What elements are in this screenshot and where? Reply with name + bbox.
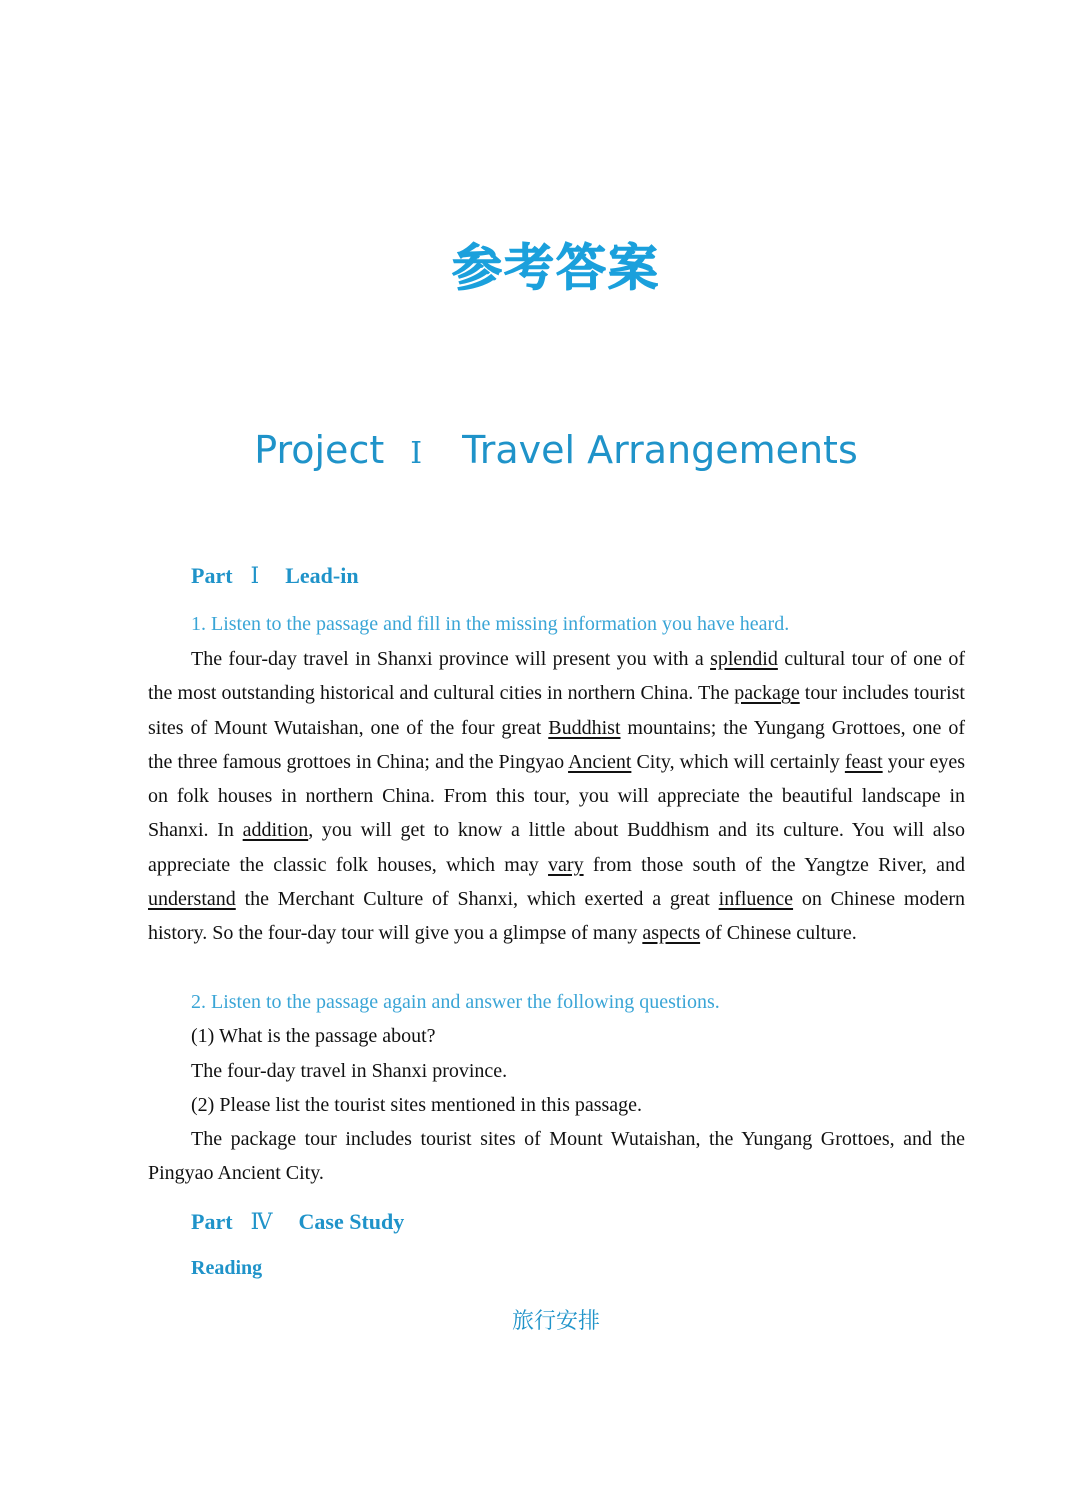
project-name: Travel Arrangements [462, 428, 858, 472]
exercise-2-instruction: 2. Listen to the passage again and answer the following questions. [191, 991, 720, 1013]
project-label: Project [254, 428, 385, 472]
blank-answer: Buddhist [548, 716, 621, 739]
part-1-number: Ⅰ [250, 563, 260, 588]
part-1-heading [191, 563, 359, 589]
passage-text: mountains; the Yungang Grottoes, one of the three famous grottoes in China; and the Pingyao [148, 716, 965, 773]
blank-answer: feast [844, 750, 883, 773]
part-4-label: Part [191, 1209, 233, 1234]
blank-answer: splendid [710, 648, 778, 670]
passage-text: cultural tour of one of the most outstanding historical and cultural cities in northern China. The [148, 648, 965, 705]
page-title: 参考答案 [452, 239, 660, 297]
passage-text: City, which will certainly [631, 750, 845, 773]
passage-text: , you will get to know a little about Buddhism and its culture. You will also appreciate the classic folk houses, which may [148, 819, 965, 876]
blank-answer: package [734, 682, 800, 705]
passage-text: The four-day travel in Shanxi province will present you with a [191, 648, 711, 670]
blank-answer: understand [148, 888, 236, 911]
question-1: (1) What is the passage about? [191, 1025, 436, 1047]
question-2: (2) Please list the tourist sites mentioned in this passage. [191, 1094, 643, 1116]
exercise-1-instruction: 1. Listen to the passage and fill in the missing information you have heard. [191, 613, 790, 635]
passage-text: from those south of the Yangtze River, and [583, 853, 965, 876]
blank-answer: addition [242, 819, 309, 842]
blank-answer: Ancient [568, 750, 632, 773]
passage-text: on Chinese modern history. So the four-day tour will give you a glimpse of many [148, 888, 966, 945]
passage-text: your eyes on folk houses in northern China. From this tour, you will appreciate the beautiful landscape in Shanxi. In [148, 750, 965, 842]
part-4-number: Ⅳ [250, 1209, 273, 1234]
part-4-title: Case Study [298, 1209, 405, 1234]
project-number: Ⅰ [410, 436, 423, 471]
project-title [0, 428, 1084, 472]
blank-answer: vary [548, 853, 584, 876]
part-4-heading [191, 1209, 404, 1235]
blank-answer: influence [718, 888, 794, 911]
reading-title: 旅行安排 [511, 1309, 600, 1334]
passage-text: the Merchant Culture of Shanxi, which exerted a great [235, 888, 719, 911]
lead-in-passage [148, 642, 965, 951]
answer-1: The four-day travel in Shanxi province. [191, 1060, 508, 1082]
answer-2: The package tour includes tourist sites of Mount Wutaishan, the Yungang Grottoes, and the Pingyao Ancient City. [148, 1128, 965, 1185]
part-1-title: Lead-in [285, 563, 359, 588]
reading-subheading: Reading [191, 1257, 263, 1279]
blank-answer: aspects [642, 922, 701, 945]
passage-text: tour includes tourist sites of Mount Wutaishan, one of the four great [148, 682, 965, 739]
part-1-label: Part [191, 563, 233, 588]
passage-text: of Chinese culture. [700, 922, 857, 945]
